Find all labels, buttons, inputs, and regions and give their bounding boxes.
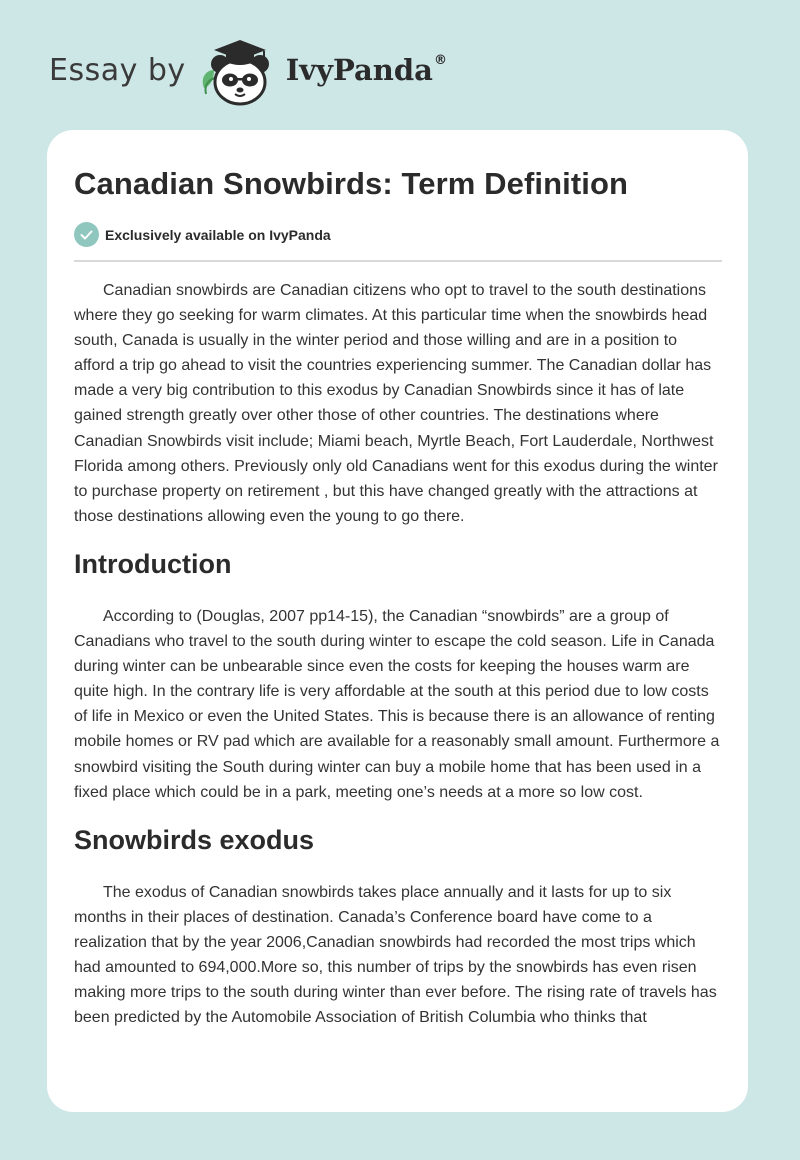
section-heading-introduction: Introduction: [74, 548, 232, 579]
check-circle-icon: [74, 222, 99, 247]
essay-card-inner: [74, 130, 722, 1112]
brand-prefix: Essay by: [49, 52, 186, 88]
panda-logo-icon: [196, 36, 282, 108]
site-brand[interactable]: [49, 36, 447, 108]
essay-card: [47, 130, 748, 1112]
exclusive-label: Exclusively available on IvyPanda: [105, 226, 331, 243]
essay-title: Canadian Snowbirds: Term Definition: [74, 166, 629, 201]
exclusive-badge: [74, 222, 331, 247]
title-divider: [74, 260, 722, 262]
section-heading-snowbirds-exodus: Snowbirds exodus: [74, 824, 315, 855]
registered-mark: ®: [433, 52, 447, 68]
intro-paragraph: Canadian snowbirds are Canadian citizens who opt to travel to the south destinations where they go seeking for warm climates. At this particular time when the snowbirds head south, Canada is usually in the winter period and those willing and are in a position to afford a trip go ahead to visit the countries experiencing summer. The Canadian dollar has made a very big contribution to this exodus by Canadian Snowbirds since it has of late gained strength greatly over other those of other countries. The destinations where Canadian Snowbirds visit include; Miami beach, Myrtle Beach, Fort Lauderdale, Northwest Florida among others. Previously only old Canadians went for this exodus during the winter to purchase property on retirement , but this have changed greatly with the attractions at those destinations allowing even the young to go there.: [74, 282, 718, 525]
snowbirds-exodus-paragraph: The exodus of Canadian snowbirds takes place annually and it lasts for up to six months in their places of destination. Canada’s Conference board have come to a realization that by the year 2006,Canadian snowbirds had recorded the most trips which had amounted to 694,000.More so, this number of trips by the snowbirds has even risen making more trips to the south during winter than ever before. The rising rate of travels has been predicted by the Automobile Association of British Columbia who thinks that: [74, 883, 717, 1027]
brand-name: IvyPanda: [285, 53, 433, 87]
introduction-paragraph: According to (Douglas, 2007 pp14-15), the Canadian “snowbirds” are a group of Canadians who travel to the south during winter to escape the cold season. Life in Canada during winter can be unbearable since even the costs for keeping the houses warm are quite high. In the contrary life is very affordable at the south at this period due to low costs of life in Mexico or even the United States. This is because there is an allowance of renting mobile homes or RV pad which are available for a reasonably small amount. Furthermore a snowbird visiting the South during winter can buy a mobile home that has been used in a fixed place which could be in a park, meeting one’s needs at a more so low cost.: [74, 607, 720, 801]
essay-body: [74, 278, 722, 1030]
